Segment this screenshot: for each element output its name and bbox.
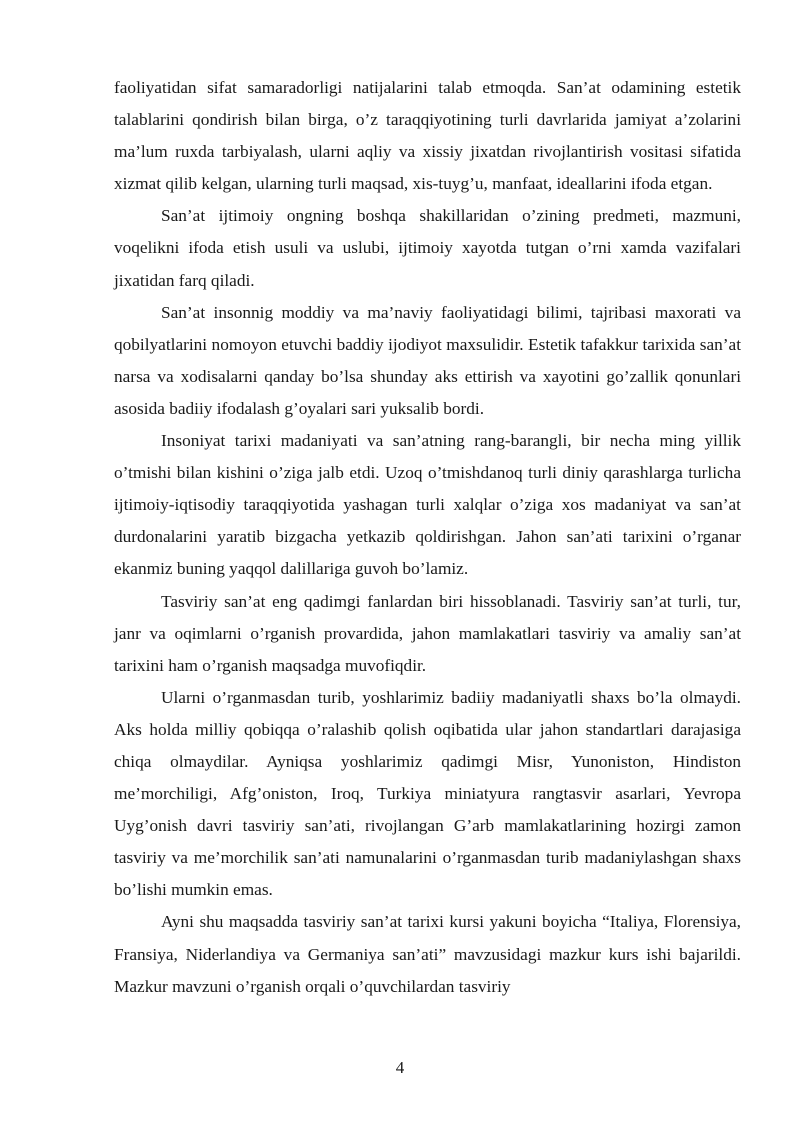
- paragraph: Ularni o’rganmasdan turib, yoshlarimiz badiiy madaniyatli shaxs bo’la olmaydi. Aks holda milliy qobiqqa o’ralashib qolish oqibatida ular jahon standartlari darajasiga chiqa olmaydilar. Ayniqsa yoshlarimiz qadimgi Misr, Yunoniston, Hindiston me’morchiligi, Afg’oniston, Iroq, Turkiya miniatyura rangtasvir asarlari, Yevropa Uyg’onish davri tasviriy san’ati, rivojlangan G’arb mamlakatlarining hozirgi zamon tasviriy va me’morchilik san’ati namunalarini o’rganmasdan turib madaniylashgan shaxs bo’lishi mumkin emas.: [114, 687, 741, 900]
- paragraph: San’at ijtimoiy ongning boshqa shakillaridan o’zining predmeti, mazmuni, voqelikni ifoda etish usuli va uslubi, ijtimoiy xayotda tutgan o’rni xamda vazifalari jixatidan farq qiladi.: [114, 206, 741, 290]
- paragraph: San’at insonnig moddiy va ma’naviy faoliyatidagi bilimi, tajribasi maxorati va qobilyatlarini nomoyon etuvchi baddiy ijodiyot maxsulidir. Estetik tafakkur tarixida san’at narsa va xodisalarni qanday bo’lsa shunday aks ettirish va xayotini go’zallik qonunlari asosida badiiy ifodalash g’oyalari sari yuksalib bordi.: [114, 302, 741, 418]
- paragraph-continuation: faoliyatidan sifat samaradorligi natijalarini talab etmoqda. San’at odamining estetik talablarini qondirish bilan birga, o’z taraqqiyotining turli davrlarida jamiyat a’zolarini ma’lum ruxda tarbiyalash, ularni aqliy va xissiy jixatdan rivojlantirish vositasi sifatida xizmat qilib kelgan, ularning turli maqsad, xis-tuyg’u, manfaat, ideallarini ifoda etgan.: [114, 78, 741, 194]
- page-number: 4: [395, 1058, 405, 1077]
- paragraph: Insoniyat tarixi madaniyati va san’atning rang-barangli, bir necha ming yillik o’tmishi bilan kishini o’ziga jalb etdi. Uzoq o’tmishdanoq turli diniy qarashlarga turlicha ijtimoiy-iqtisodiy taraqqiyotida yashagan turli xalqlar o’ziga xos madaniyat va san’at durdonalarini yaratib bizgacha yetkazib qoldirishgan. Jahon san’ati tarixini o’rganar ekanmiz buning yaqqol dalillariga guvoh bo’lamiz.: [114, 431, 741, 579]
- paragraph: Ayni shu maqsadda tasviriy san’at tarixi kursi yakuni boyicha “Italiya, Florensiya, Fransiya, Niderlandiya va Germaniya san’ati” mavzusidagi mazkur kurs ishi bajarildi. Mazkur mavzuni o’rganish orqali o’quvchilardan tasviriy: [114, 912, 741, 996]
- document-body: [114, 72, 741, 1003]
- paragraph: Tasviriy san’at eng qadimgi fanlardan biri hissoblanadi. Tasviriy san’at turli, tur, janr va oqimlarni o’rganish provardida, jahon mamlakatlari tasviriy va amaliy san’at tarixini ham o’rganish maqsadga muvofiqdir.: [114, 591, 741, 675]
